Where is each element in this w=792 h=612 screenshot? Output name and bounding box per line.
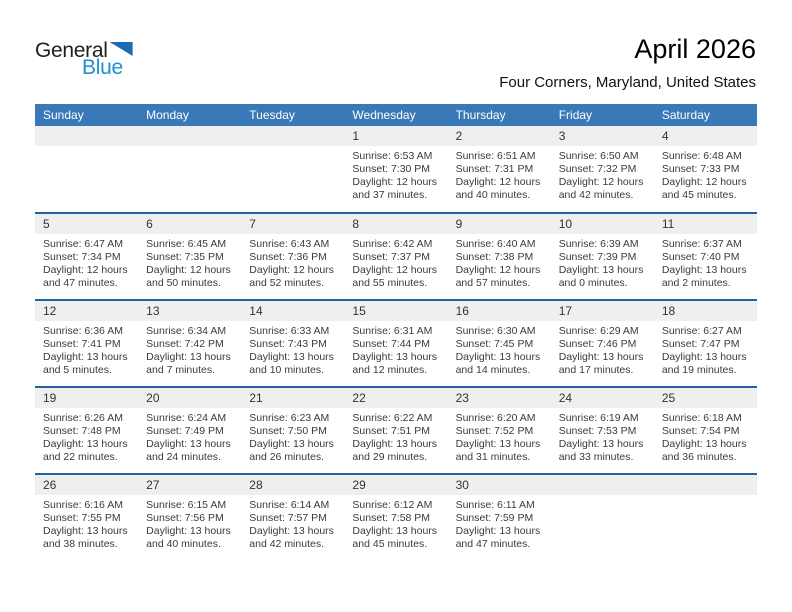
location-subtitle: Four Corners, Maryland, United States [499,74,756,91]
daylight-hours-text: Daylight: 13 hours [43,351,128,363]
day-cell [241,214,344,299]
day-details [344,495,447,551]
day-details [654,146,757,202]
sunset-text: Sunset: 7:54 PM [661,425,740,437]
day-number: 6 [138,214,241,234]
weekday-friday: Friday [558,108,593,122]
day-details [551,146,654,202]
daylight-minutes-text: and 22 minutes. [43,451,118,463]
daylight-minutes-text: and 26 minutes. [249,451,324,463]
day-cell [241,301,344,386]
day-details [448,495,551,551]
daylight-hours-text: Daylight: 13 hours [661,264,747,276]
sunset-text: Sunset: 7:33 PM [661,163,740,175]
day-cell [654,388,757,473]
day-number: 1 [344,126,447,146]
day-number: 27 [138,475,241,495]
day-cell [654,126,757,212]
sunrise-text: Sunrise: 6:11 AM [455,499,535,511]
day-number: 21 [241,388,344,408]
day-cell [344,301,447,386]
sunset-text: Sunset: 7:32 PM [558,163,637,175]
day-number: 11 [654,214,757,234]
daylight-hours-text: Daylight: 12 hours [661,176,747,188]
day-number: 23 [448,388,551,408]
daylight-minutes-text: and 42 minutes. [558,189,634,201]
day-details [551,321,654,377]
week-row-3 [35,299,757,386]
sunrise-text: Sunrise: 6:23 AM [249,412,330,424]
sunrise-text: Sunrise: 6:51 AM [455,150,536,162]
day-details [35,408,138,464]
sunset-text: Sunset: 7:41 PM [43,338,121,350]
day-cell [138,126,241,212]
day-number: 25 [654,388,757,408]
daylight-hours-text: Daylight: 12 hours [352,264,438,276]
day-number: 18 [654,301,757,321]
daylight-minutes-text: and 47 minutes. [43,277,118,289]
sunset-text: Sunset: 7:50 PM [249,425,327,437]
daylight-hours-text: Daylight: 13 hours [558,351,644,363]
sunrise-text: Sunrise: 6:47 AM [43,238,123,250]
daylight-minutes-text: and 24 minutes. [146,451,221,463]
day-details [138,495,241,551]
day-number: 15 [344,301,447,321]
day-cell [344,214,447,299]
day-cell [654,301,757,386]
day-cell [551,475,654,560]
title-block [499,34,756,91]
sunrise-text: Sunrise: 6:33 AM [249,325,330,337]
day-number: 4 [654,126,757,146]
day-cell [241,388,344,473]
day-cell [35,301,138,386]
daylight-minutes-text: and 33 minutes. [558,451,634,463]
sunrise-text: Sunrise: 6:37 AM [661,238,742,250]
weekday-sunday: Sunday [43,108,84,122]
day-number: 3 [551,126,654,146]
sunset-text: Sunset: 7:38 PM [455,251,534,263]
daylight-minutes-text: and 50 minutes. [146,277,221,289]
day-number: 20 [138,388,241,408]
day-details [241,234,344,290]
day-number: 22 [344,388,447,408]
daylight-minutes-text: and 7 minutes. [146,364,216,376]
daylight-minutes-text: and 37 minutes. [352,189,428,201]
sunset-text: Sunset: 7:30 PM [352,163,431,175]
daylight-hours-text: Daylight: 12 hours [352,176,438,188]
day-number: 7 [241,214,344,234]
sunrise-text: Sunrise: 6:48 AM [661,150,742,162]
sunset-text: Sunset: 7:45 PM [455,338,534,350]
day-details [35,234,138,290]
sunset-text: Sunset: 7:36 PM [249,251,327,263]
daylight-hours-text: Daylight: 13 hours [146,351,231,363]
day-cell [448,388,551,473]
week-row-5 [35,473,757,560]
sunrise-text: Sunrise: 6:39 AM [558,238,639,250]
day-number: 26 [35,475,138,495]
day-number: 5 [35,214,138,234]
daylight-hours-text: Daylight: 13 hours [146,525,231,537]
day-details [654,495,757,499]
sunrise-text: Sunrise: 6:27 AM [661,325,742,337]
sunset-text: Sunset: 7:47 PM [661,338,740,350]
daylight-hours-text: Daylight: 13 hours [249,525,334,537]
sunrise-text: Sunrise: 6:45 AM [146,238,227,250]
sunrise-text: Sunrise: 6:24 AM [146,412,227,424]
day-number [138,126,241,146]
daylight-minutes-text: and 5 minutes. [43,364,112,376]
daylight-hours-text: Daylight: 13 hours [352,525,438,537]
day-number: 8 [344,214,447,234]
daylight-hours-text: Daylight: 13 hours [661,351,747,363]
daylight-hours-text: Daylight: 12 hours [455,264,541,276]
day-number: 17 [551,301,654,321]
sunset-text: Sunset: 7:48 PM [43,425,121,437]
daylight-minutes-text: and 17 minutes. [558,364,634,376]
weekday-header-row [35,104,757,126]
day-cell [448,214,551,299]
sunrise-text: Sunrise: 6:43 AM [249,238,330,250]
daylight-hours-text: Daylight: 13 hours [558,264,644,276]
sunset-text: Sunset: 7:46 PM [558,338,637,350]
day-cell [138,301,241,386]
day-details [35,321,138,377]
sunset-text: Sunset: 7:43 PM [249,338,327,350]
daylight-minutes-text: and 40 minutes. [146,538,221,550]
day-cell [138,214,241,299]
daylight-hours-text: Daylight: 13 hours [43,525,128,537]
daylight-minutes-text: and 45 minutes. [352,538,428,550]
sunrise-text: Sunrise: 6:16 AM [43,499,123,511]
daylight-hours-text: Daylight: 13 hours [352,351,438,363]
daylight-hours-text: Daylight: 13 hours [249,438,334,450]
day-cell [448,126,551,212]
sunset-text: Sunset: 7:52 PM [455,425,534,437]
sunset-text: Sunset: 7:55 PM [43,512,121,524]
calendar-grid [35,104,757,560]
sunset-text: Sunset: 7:39 PM [558,251,637,263]
day-details [344,234,447,290]
day-number: 28 [241,475,344,495]
day-details [35,495,138,551]
sunrise-text: Sunrise: 6:20 AM [455,412,536,424]
day-details [551,495,654,499]
sunrise-text: Sunrise: 6:53 AM [352,150,433,162]
day-cell [344,475,447,560]
day-details [448,146,551,202]
day-number: 24 [551,388,654,408]
sunrise-text: Sunrise: 6:29 AM [558,325,639,337]
sunrise-text: Sunrise: 6:14 AM [249,499,330,511]
day-cell [448,301,551,386]
daylight-minutes-text: and 52 minutes. [249,277,324,289]
day-number: 2 [448,126,551,146]
sunrise-text: Sunrise: 6:22 AM [352,412,433,424]
sunrise-text: Sunrise: 6:50 AM [558,150,639,162]
day-details [344,321,447,377]
sunset-text: Sunset: 7:58 PM [352,512,431,524]
day-number: 9 [448,214,551,234]
logo-text-general: General [35,39,108,62]
sunrise-text: Sunrise: 6:19 AM [558,412,639,424]
day-number: 16 [448,301,551,321]
day-details [551,234,654,290]
sunset-text: Sunset: 7:40 PM [661,251,740,263]
day-details [344,408,447,464]
weekday-saturday: Saturday [661,108,710,122]
sunrise-text: Sunrise: 6:42 AM [352,238,433,250]
day-details [138,234,241,290]
day-cell [35,214,138,299]
sunrise-text: Sunrise: 6:40 AM [455,238,536,250]
daylight-hours-text: Daylight: 12 hours [558,176,644,188]
day-number: 29 [344,475,447,495]
day-cell [35,126,138,212]
daylight-hours-text: Daylight: 13 hours [455,351,541,363]
day-cell [241,475,344,560]
daylight-minutes-text: and 12 minutes. [352,364,428,376]
daylight-minutes-text: and 14 minutes. [455,364,531,376]
daylight-minutes-text: and 29 minutes. [352,451,428,463]
day-number: 19 [35,388,138,408]
logo-triangle-icon [110,42,133,56]
week-row-1 [35,126,757,212]
daylight-hours-text: Daylight: 12 hours [43,264,128,276]
day-cell [551,301,654,386]
daylight-minutes-text: and 40 minutes. [455,189,531,201]
day-cell [35,388,138,473]
weekday-wednesday: Wednesday [352,108,416,122]
day-number: 14 [241,301,344,321]
daylight-hours-text: Daylight: 13 hours [43,438,128,450]
daylight-hours-text: Daylight: 12 hours [455,176,541,188]
day-details [138,146,241,150]
daylight-minutes-text: and 42 minutes. [249,538,324,550]
day-cell [551,126,654,212]
day-cell [654,475,757,560]
month-title: April 2026 [634,34,756,64]
day-number: 13 [138,301,241,321]
day-number: 30 [448,475,551,495]
day-details [241,495,344,551]
day-details [138,321,241,377]
day-cell [551,388,654,473]
sunset-text: Sunset: 7:49 PM [146,425,224,437]
sunset-text: Sunset: 7:35 PM [146,251,224,263]
day-cell [551,214,654,299]
daylight-hours-text: Daylight: 13 hours [558,438,644,450]
logo-text-blue: Blue [82,56,123,79]
day-number: 10 [551,214,654,234]
daylight-hours-text: Daylight: 13 hours [455,525,541,537]
daylight-minutes-text: and 45 minutes. [661,189,737,201]
day-cell [138,388,241,473]
day-details [448,408,551,464]
daylight-minutes-text: and 2 minutes. [661,277,731,289]
sunset-text: Sunset: 7:37 PM [352,251,431,263]
daylight-minutes-text: and 36 minutes. [661,451,737,463]
sunrise-text: Sunrise: 6:30 AM [455,325,536,337]
sunset-text: Sunset: 7:59 PM [455,512,534,524]
day-cell [35,475,138,560]
day-number [241,126,344,146]
sunrise-text: Sunrise: 6:34 AM [146,325,227,337]
day-cell [448,475,551,560]
daylight-hours-text: Daylight: 13 hours [661,438,747,450]
daylight-minutes-text: and 38 minutes. [43,538,118,550]
sunrise-text: Sunrise: 6:12 AM [352,499,433,511]
daylight-minutes-text: and 47 minutes. [455,538,531,550]
day-details [344,146,447,202]
day-details [35,146,138,150]
day-cell [344,126,447,212]
general-blue-logo [35,40,133,78]
day-details [448,321,551,377]
sunset-text: Sunset: 7:53 PM [558,425,637,437]
day-details [241,408,344,464]
day-details [448,234,551,290]
sunset-text: Sunset: 7:34 PM [43,251,121,263]
week-row-4 [35,386,757,473]
day-details [654,321,757,377]
day-number [35,126,138,146]
sunset-text: Sunset: 7:56 PM [146,512,224,524]
day-details [654,408,757,464]
sunset-text: Sunset: 7:31 PM [455,163,534,175]
daylight-hours-text: Daylight: 13 hours [455,438,541,450]
daylight-minutes-text: and 57 minutes. [455,277,531,289]
day-number [654,475,757,495]
daylight-hours-text: Daylight: 12 hours [146,264,231,276]
weekday-monday: Monday [146,108,189,122]
day-number [551,475,654,495]
sunrise-text: Sunrise: 6:18 AM [661,412,742,424]
daylight-hours-text: Daylight: 13 hours [352,438,438,450]
day-cell [344,388,447,473]
week-row-2 [35,212,757,299]
sunset-text: Sunset: 7:51 PM [352,425,431,437]
day-details [138,408,241,464]
day-cell [654,214,757,299]
sunset-text: Sunset: 7:42 PM [146,338,224,350]
daylight-minutes-text: and 10 minutes. [249,364,324,376]
sunset-text: Sunset: 7:44 PM [352,338,431,350]
daylight-hours-text: Daylight: 13 hours [146,438,231,450]
day-cell [241,126,344,212]
sunrise-text: Sunrise: 6:36 AM [43,325,123,337]
weekday-tuesday: Tuesday [249,108,295,122]
sunrise-text: Sunrise: 6:31 AM [352,325,433,337]
daylight-minutes-text: and 19 minutes. [661,364,737,376]
weekday-thursday: Thursday [455,108,506,122]
daylight-hours-text: Daylight: 13 hours [249,351,334,363]
daylight-minutes-text: and 31 minutes. [455,451,531,463]
sunrise-text: Sunrise: 6:15 AM [146,499,227,511]
daylight-minutes-text: and 0 minutes. [558,277,628,289]
day-cell [138,475,241,560]
sunrise-text: Sunrise: 6:26 AM [43,412,123,424]
sunset-text: Sunset: 7:57 PM [249,512,327,524]
daylight-hours-text: Daylight: 12 hours [249,264,334,276]
daylight-minutes-text: and 55 minutes. [352,277,428,289]
day-number: 12 [35,301,138,321]
day-details [551,408,654,464]
day-details [654,234,757,290]
day-details [241,146,344,150]
day-details [241,321,344,377]
